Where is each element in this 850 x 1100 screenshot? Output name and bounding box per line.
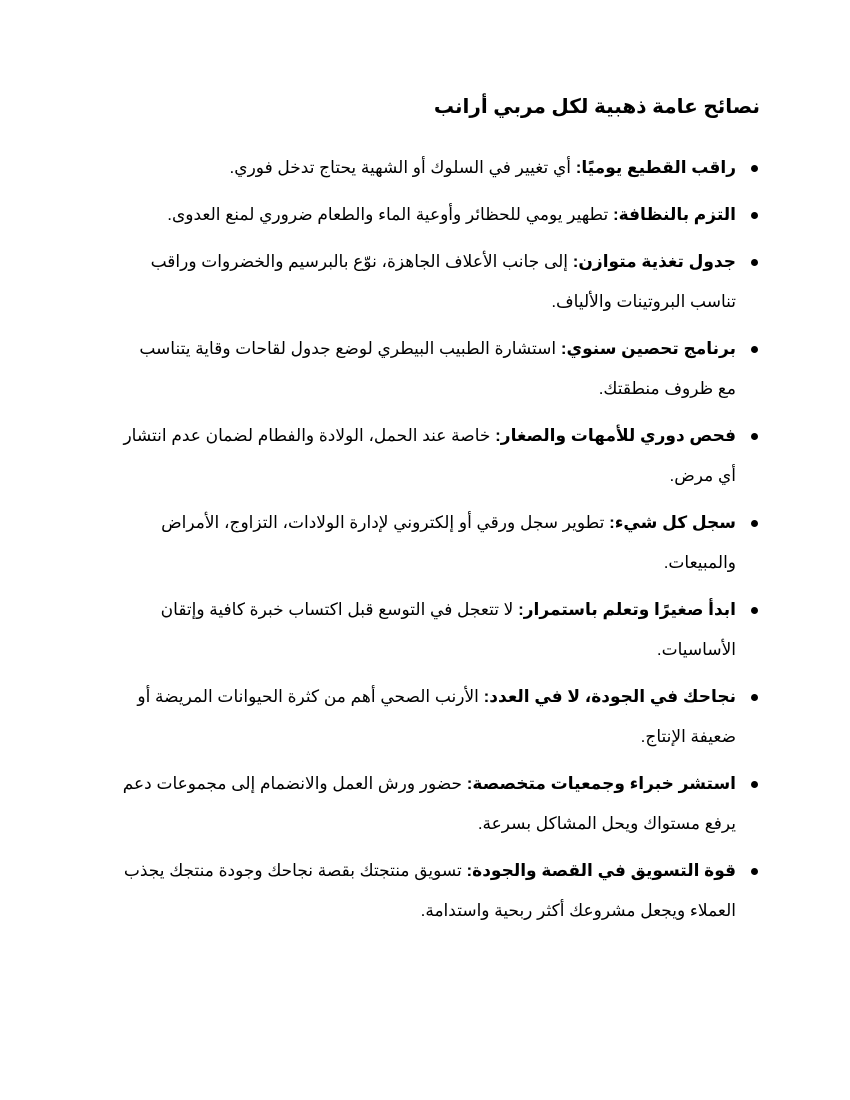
tip-text: تطوير سجل ورقي أو إلكتروني لإدارة الولادات، التزاوج، الأمراض والمبيعات.: [161, 513, 736, 572]
tip-title: سجل كل شيء:: [609, 513, 736, 532]
tip-text: الأرنب الصحي أهم من كثرة الحيوانات المريضة أو ضعيفة الإنتاج.: [137, 687, 736, 746]
list-item: [120, 764, 760, 844]
tip-title: نجاحك في الجودة، لا في العدد:: [483, 687, 736, 706]
bullet-icon: [751, 520, 758, 527]
bullet-icon: [751, 259, 758, 266]
tip-title: ابدأ صغيرًا وتعلم باستمرار:: [518, 600, 736, 619]
tip-title: قوة التسويق في القصة والجودة:: [466, 861, 736, 880]
tip-title: التزم بالنظافة:: [612, 205, 736, 224]
tip-text: خاصة عند الحمل، الولادة والفطام لضمان عدم انتشار أي مرض.: [123, 426, 736, 485]
list-item: [120, 677, 760, 757]
bullet-icon: [751, 212, 758, 219]
tip-title: فحص دوري للأمهات والصغار:: [495, 426, 736, 445]
bullet-icon: [751, 433, 758, 440]
bullet-icon: [751, 165, 758, 172]
tip-text: أي تغيير في السلوك أو الشهية يحتاج تدخل فوري.: [229, 158, 576, 177]
tip-text: لا تتعجل في التوسع قبل اكتساب خبرة كافية وإتقان الأساسيات.: [160, 600, 736, 659]
tip-text: حضور ورش العمل والانضمام إلى مجموعات دعم يرفع مستواك ويحل المشاكل بسرعة.: [122, 774, 736, 833]
bullet-icon: [751, 607, 758, 614]
tip-title: راقب القطيع يوميًا:: [575, 158, 736, 177]
bullet-icon: [751, 694, 758, 701]
list-item: [120, 503, 760, 583]
tip-text: إلى جانب الأعلاف الجاهزة، نوّع بالبرسيم والخضروات وراقب تناسب البروتينات والألياف.: [150, 252, 736, 311]
list-item: [120, 242, 760, 322]
tip-text: تطهير يومي للحظائر وأوعية الماء والطعام ضروري لمنع العدوى.: [167, 205, 613, 224]
list-item: [120, 195, 760, 235]
bullet-icon: [751, 781, 758, 788]
list-item: [120, 148, 760, 188]
list-item: [120, 590, 760, 670]
bullet-icon: [751, 346, 758, 353]
page-title: نصائح عامة ذهبية لكل مربي أرانب: [433, 96, 760, 118]
bullet-icon: [751, 868, 758, 875]
list-item: [120, 416, 760, 496]
tip-title: برنامج تحصين سنوي:: [560, 339, 736, 358]
tip-title: جدول تغذية متوازن:: [572, 252, 736, 271]
tip-text: استشارة الطبيب البيطري لوضع جدول لقاحات وقاية يتناسب مع ظروف منطقتك.: [139, 339, 736, 398]
list-item: [120, 329, 760, 409]
list-item: [120, 851, 760, 931]
tip-text: تسويق منتجتك بقصة نجاحك وجودة منتجك يجذب العملاء ويجعل مشروعك أكثر ربحية واستدامة.: [123, 861, 736, 920]
tip-title: استشر خبراء وجمعيات متخصصة:: [466, 774, 736, 793]
tips-list: [120, 148, 760, 931]
